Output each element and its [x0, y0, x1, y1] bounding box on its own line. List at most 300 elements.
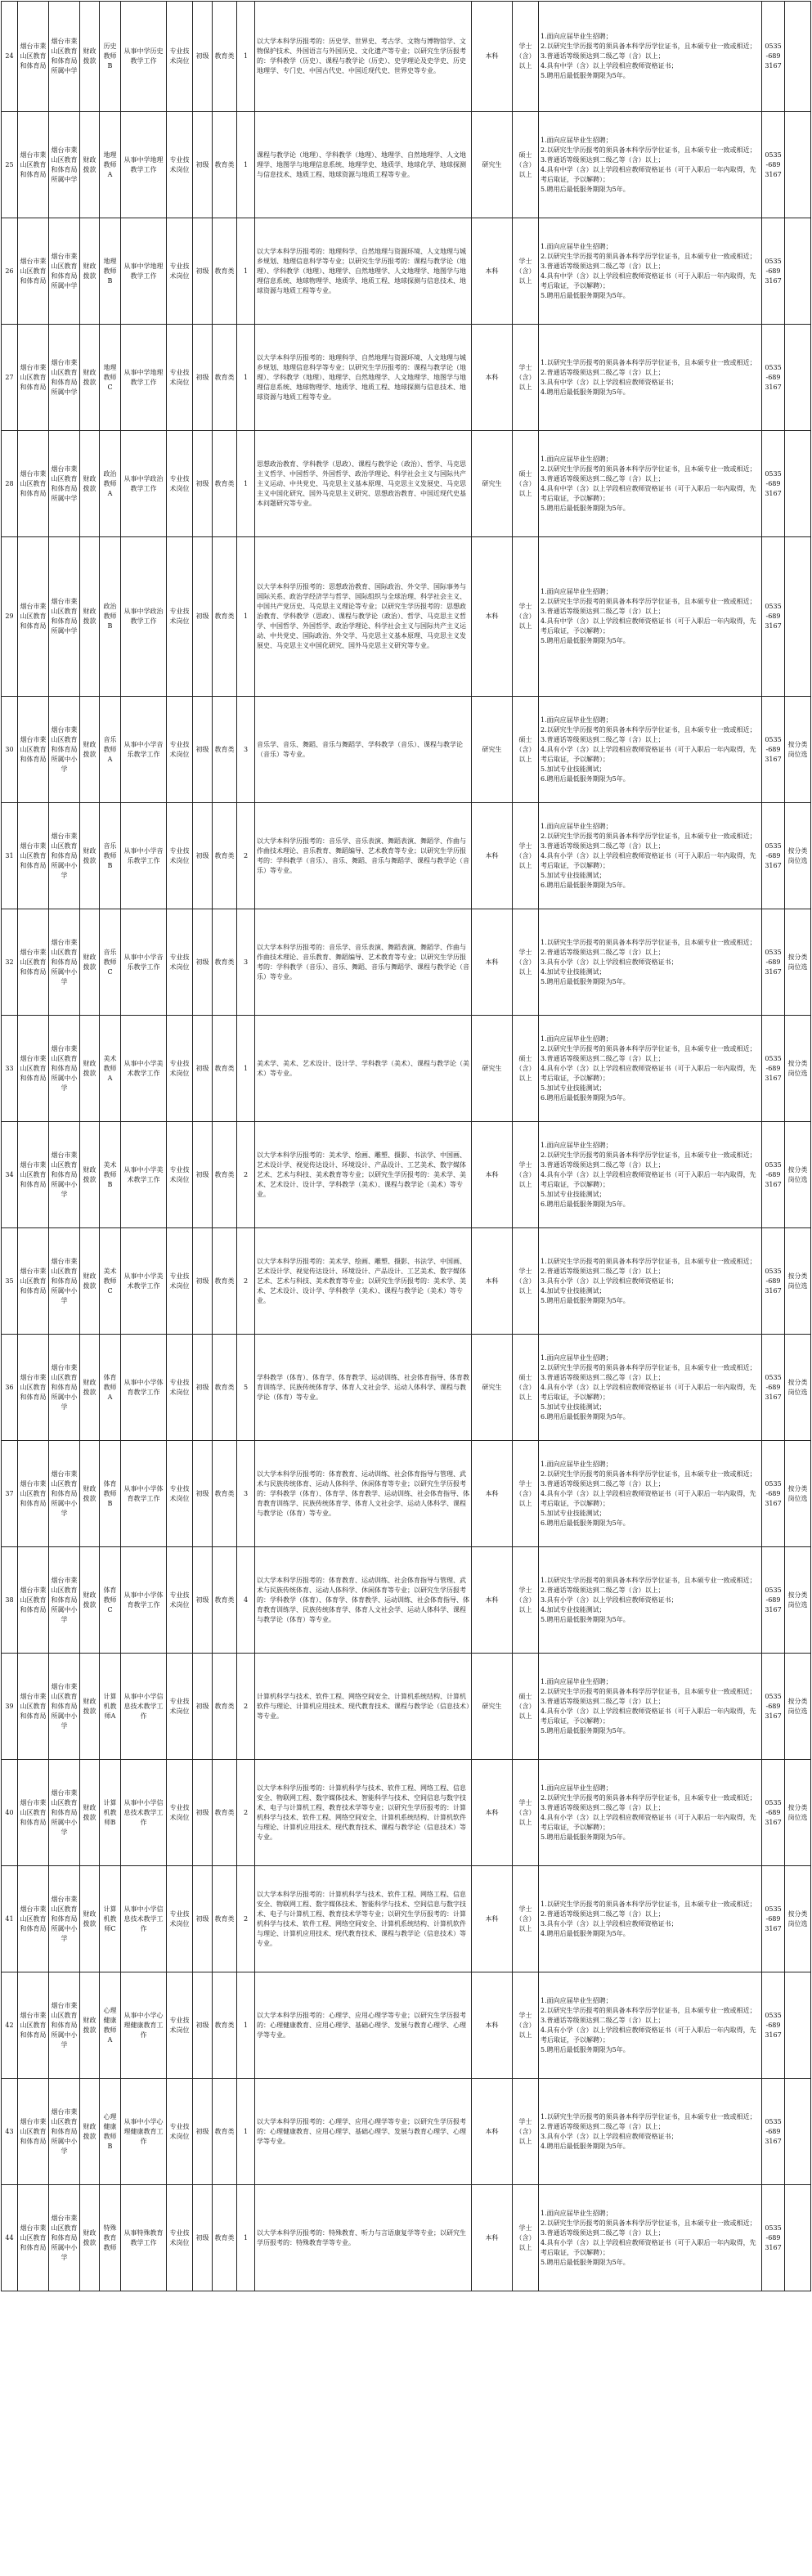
- funding-type: 财政拨款: [80, 1760, 100, 1866]
- funding-type: 财政拨款: [80, 325, 100, 431]
- position-duty: 从事中小学心理健康教育工作: [121, 1972, 167, 2079]
- hiring-unit: 烟台市莱山区教育和体育局: [18, 1016, 49, 1122]
- requirement-line: 1.面向应届毕业生招聘；: [541, 242, 612, 250]
- school-name: 烟台市莱山区教育和体育局所属中小学: [49, 1122, 80, 1228]
- hiring-count: 1: [237, 431, 255, 537]
- funding-type: 财政拨款: [80, 1335, 100, 1441]
- school-name: 烟台市莱山区教育和体育局所属中小学: [49, 697, 80, 803]
- recruitment-table: [1, 1, 811, 2291]
- requirement-line: 3.具有小学（含）以上学段相应教师资格证书；: [541, 1595, 678, 1604]
- contact-phone: 0535-6893167: [762, 218, 785, 325]
- position-category: 专业技术岗位: [167, 803, 193, 909]
- position-level: 初级: [193, 1972, 213, 2079]
- requirement-line: 3.普通话等级须达到二级乙等（含）以上；: [541, 1479, 665, 1488]
- exam-category: 教育类: [213, 1335, 237, 1441]
- row-number: 26: [2, 218, 18, 325]
- requirement-line: 2.以研究生学历报考的须具备本科学历学位证书，且本硕专业一致或相近；: [541, 146, 756, 154]
- requirement-line: 5.加试专业技能测试；: [541, 1509, 606, 1517]
- requirement-line: 2.以研究生学历报考的须具备本科学历学位证书，且本硕专业一致或相近；: [541, 2006, 756, 2014]
- remark: 按分类岗位选: [785, 1866, 811, 1972]
- other-requirements: [539, 1016, 762, 1122]
- hiring-count: 1: [237, 325, 255, 431]
- remark: 按分类岗位选: [785, 1547, 811, 1654]
- other-requirements: [539, 697, 762, 803]
- position-level: 初级: [193, 909, 213, 1016]
- table-row: [2, 1016, 811, 1122]
- position-category: 专业技术岗位: [167, 1016, 193, 1122]
- hiring-unit: 烟台市莱山区教育和体育局: [18, 325, 49, 431]
- requirement-line: 2.以研究生学历报考的须具备本科学历学位证书，且本硕专业一致或相近；: [541, 1470, 756, 1478]
- hiring-count: 2: [237, 1654, 255, 1760]
- requirement-line: 4.具有小学（含）以上学段相应教师资格证书（可于入职后一年内取得，先考后取证，予以解聘）；: [541, 1170, 756, 1188]
- degree-requirement: 硕士（含）以上: [513, 1335, 539, 1441]
- hiring-unit: 烟台市莱山区教育和体育局: [18, 1654, 49, 1760]
- requirement-line: 3.普通话等级须达到二级乙等（含）以上；: [541, 262, 665, 270]
- funding-type: 财政拨款: [80, 1228, 100, 1335]
- funding-type: 财政拨款: [80, 2185, 100, 2291]
- requirement-line: 2.以研究生学历报考的须具备本科学历学位证书，且本硕专业一致或相近；: [541, 598, 756, 605]
- requirement-line: 3.普通话等级须达到二级乙等（含）以上；: [541, 1160, 665, 1169]
- degree-requirement: 硕士（含）以上: [513, 1016, 539, 1122]
- row-number: 24: [2, 2, 18, 112]
- row-number: 38: [2, 1547, 18, 1654]
- education-requirement: 本科: [472, 1760, 513, 1866]
- row-number: 40: [2, 1760, 18, 1866]
- position-name: 计算机教师B: [100, 1760, 121, 1866]
- requirement-line: 5.聘用后最低服务期限为5年。: [541, 1615, 630, 1623]
- requirement-line: 3.具有小学（含）以上学段相应教师资格证书；: [541, 958, 678, 966]
- row-number: 37: [2, 1441, 18, 1547]
- requirement-line: 4.具有中学（含）以上学段相应教师资格证书（可于入职后一年内取得，先考后取证，予以解聘）；: [541, 617, 756, 635]
- contact-phone: 0535-6893167: [762, 1866, 785, 1972]
- major-requirement: 以大学本科学历报考的：计算机科学与技术、软件工程、网络工程、信息安全、物联网工程、数字媒体技术、智能科学与技术、空间信息与数字技术、电子与计算机工程、教育技术学等专业；以研究生学历报考的：计算机科学与技术、软件工程、网络空间安全、计算机系统结构、计算机软件与理论、计算机应用技术、现代教育技术、课程与教学论（信息技术）等专业。: [255, 1866, 472, 1972]
- funding-type: 财政拨款: [80, 1122, 100, 1228]
- position-name: 计算机教师C: [100, 1866, 121, 1972]
- position-category: 专业技术岗位: [167, 2079, 193, 2185]
- position-name: 政治教师A: [100, 431, 121, 537]
- remark: 按分类岗位选: [785, 1016, 811, 1122]
- degree-requirement: 学士（含）以上: [513, 1760, 539, 1866]
- position-name: 音乐教师C: [100, 909, 121, 1016]
- requirement-line: 3.普通话等级须达到二级乙等（含）以上；: [541, 1803, 665, 1811]
- school-name: 烟台市莱山区教育和体育局所属中学: [49, 537, 80, 697]
- requirement-line: 6.聘用后最低服务期限为5年。: [541, 1519, 630, 1527]
- row-number: 34: [2, 1122, 18, 1228]
- remark: [785, 2185, 811, 2291]
- hiring-unit: 烟台市莱山区教育和体育局: [18, 1122, 49, 1228]
- degree-requirement: 学士（含）以上: [513, 1547, 539, 1654]
- position-level: 初级: [193, 112, 213, 218]
- school-name: 烟台市莱山区教育和体育局所属中小学: [49, 1972, 80, 2079]
- education-requirement: 本科: [472, 1122, 513, 1228]
- funding-type: 财政拨款: [80, 1654, 100, 1760]
- education-requirement: 本科: [472, 2185, 513, 2291]
- other-requirements: [539, 1122, 762, 1228]
- exam-category: 教育类: [213, 537, 237, 697]
- requirement-line: 4.聘用后最低服务期限为5年。: [541, 1929, 630, 1937]
- school-name: 烟台市莱山区教育和体育局所属中小学: [49, 1866, 80, 1972]
- requirement-line: 1.面向应届毕业生招聘；: [541, 588, 612, 595]
- education-requirement: 本科: [472, 1866, 513, 1972]
- position-duty: 从事中学地理教学工作: [121, 112, 167, 218]
- table-row: [2, 1122, 811, 1228]
- hiring-count: 1: [237, 2185, 255, 2291]
- exam-category: 教育类: [213, 1441, 237, 1547]
- remark: [785, 1972, 811, 2079]
- position-name: 历史教师B: [100, 2, 121, 112]
- contact-phone: 0535-6893167: [762, 537, 785, 697]
- requirement-line: 6.聘用后最低服务期限为5年。: [541, 1200, 630, 1208]
- requirement-line: 1.面向应届毕业生招聘；: [541, 1677, 612, 1685]
- funding-type: 财政拨款: [80, 909, 100, 1016]
- requirement-line: 5.加试专业技能测试；: [541, 871, 606, 879]
- table-row: [2, 431, 811, 537]
- degree-requirement: 学士（含）以上: [513, 537, 539, 697]
- funding-type: 财政拨款: [80, 1441, 100, 1547]
- degree-requirement: 学士（含）以上: [513, 218, 539, 325]
- funding-type: 财政拨款: [80, 1866, 100, 1972]
- row-number: 30: [2, 697, 18, 803]
- requirement-line: 2.以研究生学历报考的须具备本科学历学位证书，且本硕专业一致或相近；: [541, 252, 756, 260]
- position-name: 计算机教师A: [100, 1654, 121, 1760]
- requirement-line: 4.加试专业技能测试；: [541, 1286, 606, 1295]
- requirement-line: 2.普通话等级须达到二级乙等（含）以上；: [541, 1910, 665, 1918]
- position-duty: 从事中小学信息技术教学工作: [121, 1866, 167, 1972]
- major-requirement: 以大学本科学历报考的：地理科学、自然地理与资源环境、人文地理与城乡规划、地理信息科学等专业；以研究生学历报考的：课程与教学论（地理）、学科教学（地理）、地理学、自然地理学、人文地理学、地图学与地理信息系统、地球物理学、地质学、地质工程、地球探测与信息技术、地球资源与地质工程等专业。: [255, 218, 472, 325]
- exam-category: 教育类: [213, 2185, 237, 2291]
- degree-requirement: 学士（含）以上: [513, 2079, 539, 2185]
- degree-requirement: 学士（含）以上: [513, 803, 539, 909]
- requirement-line: 5.聘用后最低服务期限为5年。: [541, 2045, 630, 2053]
- hiring-count: 1: [237, 537, 255, 697]
- position-level: 初级: [193, 2, 213, 112]
- funding-type: 财政拨款: [80, 2, 100, 112]
- exam-category: 教育类: [213, 218, 237, 325]
- table-row: [2, 909, 811, 1016]
- hiring-count: 1: [237, 112, 255, 218]
- exam-category: 教育类: [213, 1016, 237, 1122]
- other-requirements: [539, 1760, 762, 1866]
- position-duty: 从事中小学音乐教学工作: [121, 803, 167, 909]
- position-category: 专业技术岗位: [167, 325, 193, 431]
- requirement-line: 4.加试专业技能测试；: [541, 1605, 606, 1613]
- education-requirement: 研究生: [472, 1016, 513, 1122]
- school-name: 烟台市莱山区教育和体育局所属中学: [49, 431, 80, 537]
- hiring-count: 2: [237, 803, 255, 909]
- school-name: 烟台市莱山区教育和体育局所属中小学: [49, 909, 80, 1016]
- degree-requirement: 学士（含）以上: [513, 2185, 539, 2291]
- exam-category: 教育类: [213, 1547, 237, 1654]
- education-requirement: 本科: [472, 325, 513, 431]
- contact-phone: 0535-6893167: [762, 1335, 785, 1441]
- position-level: 初级: [193, 1866, 213, 1972]
- major-requirement: 以大学本科学历报考的：特殊教育、听力与言语康复学等专业；以研究生学历报考的：特殊教育学等专业。: [255, 2185, 472, 2291]
- major-requirement: 以大学本科学历报考的：历史学、世界史、考古学、文物与博物馆学、文物保护技术、外国语言与外国历史、文化遗产等专业；以研究生学历报考的：学科教学（历史）、课程与教学论（历史）、史学理论及史学史、历史地理学、专门史、中国古代史、中国近现代史、世界史等专业。: [255, 2, 472, 112]
- major-requirement: 以大学本科学历报考的：美术学、绘画、雕塑、摄影、书法学、中国画、艺术设计学、视觉传达设计、环境设计、产品设计、工艺美术、数字媒体艺术、艺术与科技、美术教育等专业；以研究生学历报考的：美术学、美术、艺术设计、设计学、学科教学（美术）、课程与教学论（美术）等专业。: [255, 1228, 472, 1335]
- requirement-line: 1.以研究生学历报考的须具备本科学历学位证书，且本硕专业一致或相近；: [541, 938, 756, 946]
- position-level: 初级: [193, 1654, 213, 1760]
- hiring-count: 1: [237, 2, 255, 112]
- requirement-line: 4.具有中学（含）以上学段相应教师资格证书（可于入职后一年内取得，先考后取证，予以解聘）；: [541, 165, 756, 183]
- education-requirement: 研究生: [472, 1654, 513, 1760]
- table-row: [2, 803, 811, 909]
- requirement-line: 5.聘用后最低服务期限为5年。: [541, 637, 630, 644]
- requirement-line: 5.加试专业技能测试；: [541, 1084, 606, 1092]
- hiring-count: 2: [237, 1760, 255, 1866]
- requirement-line: 1.面向应届毕业生招聘；: [541, 1784, 612, 1792]
- position-name: 音乐教师B: [100, 803, 121, 909]
- position-duty: 从事中小学信息技术教学工作: [121, 1654, 167, 1760]
- position-duty: 从事中学政治教学工作: [121, 431, 167, 537]
- contact-phone: 0535-6893167: [762, 1441, 785, 1547]
- position-name: 体育教师C: [100, 1547, 121, 1654]
- position-name: 美术教师C: [100, 1228, 121, 1335]
- degree-requirement: 硕士（含）以上: [513, 112, 539, 218]
- position-category: 专业技术岗位: [167, 1547, 193, 1654]
- requirement-line: 4.具有小学（含）以上学段相应教师资格证书（可于入职后一年内取得，先考后取证，予以解聘）；: [541, 1064, 756, 1082]
- major-requirement: 以大学本科学历报考的：体育教育、运动训练、社会体育指导与管理、武术与民族传统体育、运动人体科学、休闲体育等专业；以研究生学历报考的：学科教学（体育）、体育学、体育教学、运动训练、社会体育指导、体育教育训练学、民族传统体育学、体育人文社会学、运动人体科学、课程与教学论（体育）等专业。: [255, 1547, 472, 1654]
- remark: 按分类岗位选: [785, 1335, 811, 1441]
- exam-category: 教育类: [213, 431, 237, 537]
- position-duty: 从事中小学心理健康教育工作: [121, 2079, 167, 2185]
- requirement-line: 6.聘用后最低服务期限为5年。: [541, 774, 630, 783]
- position-duty: 从事中小学美术教学工作: [121, 1122, 167, 1228]
- requirement-line: 2.以研究生学历报考的须具备本科学历学位证书，且本硕专业一致或相近；: [541, 464, 756, 473]
- position-duty: 从事中小学信息技术教学工作: [121, 1760, 167, 1866]
- requirement-line: 6.聘用后最低服务期限为5年。: [541, 881, 630, 889]
- exam-category: 教育类: [213, 909, 237, 1016]
- table-row: [2, 1547, 811, 1654]
- requirement-line: 2.以研究生学历报考的须具备本科学历学位证书，且本硕专业一致或相近；: [541, 1151, 756, 1159]
- exam-category: 教育类: [213, 1866, 237, 1972]
- table-row: [2, 325, 811, 431]
- row-number: 42: [2, 1972, 18, 2079]
- requirement-line: 5.聘用后最低服务期限为5年。: [541, 1833, 630, 1841]
- position-duty: 从事特殊教育教学工作: [121, 2185, 167, 2291]
- table-row: [2, 1441, 811, 1547]
- hiring-count: 1: [237, 1016, 255, 1122]
- requirement-line: 4.具有小学（含）以上学段相应教师资格证书（可于入职后一年内取得，先考后取证，予以解聘）；: [541, 1383, 756, 1401]
- position-name: 音乐教师A: [100, 697, 121, 803]
- major-requirement: 以大学本科学历报考的：心理学、应用心理学等专业；以研究生学历报考的：心理健康教育、应用心理学、基础心理学、发展与教育心理学、心理学等专业。: [255, 1972, 472, 2079]
- position-name: 地理教师A: [100, 112, 121, 218]
- hiring-unit: 烟台市莱山区教育和体育局: [18, 2079, 49, 2185]
- hiring-unit: 烟台市莱山区教育和体育局: [18, 112, 49, 218]
- major-requirement: 以大学本科学历报考的：美术学、绘画、雕塑、摄影、书法学、中国画、艺术设计学、视觉传达设计、环境设计、产品设计、工艺美术、数字媒体艺术、艺术与科技、美术教育等专业；以研究生学历报考的：美术学、美术、艺术设计、设计学、学科教学（美术）、课程与教学论（美术）等专业。: [255, 1122, 472, 1228]
- remark: 按分类岗位选: [785, 1441, 811, 1547]
- row-number: 32: [2, 909, 18, 1016]
- funding-type: 财政拨款: [80, 803, 100, 909]
- degree-requirement: 硕士（含）以上: [513, 431, 539, 537]
- school-name: 烟台市莱山区教育和体育局所属中小学: [49, 803, 80, 909]
- position-name: 地理教师C: [100, 325, 121, 431]
- education-requirement: 研究生: [472, 1335, 513, 1441]
- requirement-line: 4.聘用后最低服务期限为5年。: [541, 388, 630, 396]
- position-name: 政治教师B: [100, 537, 121, 697]
- contact-phone: 0535-6893167: [762, 2185, 785, 2291]
- position-name: 美术教师A: [100, 1016, 121, 1122]
- requirement-line: 4.具有中学（含）以上学段相应教师资格证书（可于入职后一年内取得，先考后取证，予以解聘）；: [541, 484, 756, 502]
- requirement-line: 2.普通话等级须达到二级乙等（含）以上；: [541, 2122, 665, 2130]
- position-level: 初级: [193, 1335, 213, 1441]
- position-category: 专业技术岗位: [167, 431, 193, 537]
- requirement-line: 3.普通话等级须达到二级乙等（含）以上；: [541, 1054, 665, 1062]
- position-category: 专业技术岗位: [167, 537, 193, 697]
- position-level: 初级: [193, 1016, 213, 1122]
- requirement-line: 3.普通话等级须达到二级乙等（含）以上；: [541, 735, 665, 743]
- table-row: [2, 697, 811, 803]
- other-requirements: [539, 803, 762, 909]
- hiring-unit: 烟台市莱山区教育和体育局: [18, 537, 49, 697]
- remark: 按分类岗位选: [785, 1228, 811, 1335]
- remark: 按分类岗位选: [785, 803, 811, 909]
- requirement-line: 1.面向应届毕业生招聘；: [541, 1034, 612, 1043]
- table-row: [2, 2079, 811, 2185]
- major-requirement: 以大学本科学历报考的：音乐学、音乐表演、舞蹈表演、舞蹈学、作曲与作曲技术理论、音乐教育、舞蹈编导、艺术教育等专业；以研究生学历报考的：学科教学（音乐）、音乐、舞蹈、音乐与舞蹈学、课程与教学论（音乐）等专业。: [255, 803, 472, 909]
- other-requirements: [539, 325, 762, 431]
- school-name: 烟台市莱山区教育和体育局所属中学: [49, 2, 80, 112]
- requirement-line: 2.以研究生学历报考的须具备本科学历学位证书，且本硕专业一致或相近；: [541, 2219, 756, 2227]
- contact-phone: 0535-6893167: [762, 909, 785, 1016]
- degree-requirement: 学士（含）以上: [513, 1228, 539, 1335]
- table-row: [2, 112, 811, 218]
- position-category: 专业技术岗位: [167, 1654, 193, 1760]
- position-category: 专业技术岗位: [167, 112, 193, 218]
- hiring-unit: 烟台市莱山区教育和体育局: [18, 1547, 49, 1654]
- table-row: [2, 537, 811, 697]
- requirement-line: 5.聘用后最低服务期限为5年。: [541, 977, 630, 985]
- position-category: 专业技术岗位: [167, 909, 193, 1016]
- position-category: 专业技术岗位: [167, 2185, 193, 2291]
- row-number: 36: [2, 1335, 18, 1441]
- major-requirement: 以大学本科学历报考的：心理学、应用心理学等专业；以研究生学历报考的：心理健康教育、应用心理学、基础心理学、发展与教育心理学、心理学等专业。: [255, 2079, 472, 2185]
- remark: 按分类岗位选: [785, 1654, 811, 1760]
- other-requirements: [539, 1228, 762, 1335]
- position-category: 专业技术岗位: [167, 1335, 193, 1441]
- position-name: 体育教师A: [100, 1335, 121, 1441]
- major-requirement: 以大学本科学历报考的：思想政治教育、国际政治、外交学、国际事务与国际关系、政治学经济学与哲学、国际组织与全球治理、科学社会主义、中国共产党历史、马克思主义理论等专业；以研究生学历报考的：思想政治教育、学科教学（思政）、课程与教学论（政治）、哲学、马克思主义哲学、中国哲学、外国哲学、政治学理论、科学社会主义与国际共产主义运动、中共党史、国际政治、外交学、马克思主义基本原理、马克思主义发展史、马克思主义中国化研究、国外马克思主义研究等专业。: [255, 537, 472, 697]
- requirement-line: 4.具有小学（含）以上学段相应教师资格证书（可于入职后一年内取得，先考后取证，予以解聘）；: [541, 1813, 756, 1831]
- table-row: [2, 1972, 811, 2079]
- exam-category: 教育类: [213, 803, 237, 909]
- requirement-line: 5.聘用后最低服务期限为5年。: [541, 2258, 630, 2266]
- requirement-line: 5.聘用后最低服务期限为5年。: [541, 72, 630, 79]
- requirement-line: 1.面向应届毕业生招聘；: [541, 1141, 612, 1149]
- requirement-line: 1.以研究生学历报考的须具备本科学历学位证书，且本硕专业一致或相近；: [541, 1576, 756, 1584]
- position-duty: 从事中小学体育教学工作: [121, 1441, 167, 1547]
- row-number: 28: [2, 431, 18, 537]
- major-requirement: 学科教学（体育）、体育学、体育教学、运动训练、社会体育指导、体育教育训练学、民族传统体育学、体育人文社会学、运动人体科学、课程与教学论（体育）等专业。: [255, 1335, 472, 1441]
- position-level: 初级: [193, 697, 213, 803]
- exam-category: 教育类: [213, 2079, 237, 2185]
- requirement-line: 1.面向应届毕业生招聘；: [541, 136, 612, 144]
- remark: [785, 537, 811, 697]
- row-number: 27: [2, 325, 18, 431]
- degree-requirement: 学士（含）以上: [513, 1441, 539, 1547]
- hiring-unit: 烟台市莱山区教育和体育局: [18, 697, 49, 803]
- requirement-line: 4.具有小学（含）以上学段相应教师资格证书（可于入职后一年内取得，先考后取证，予以解聘）；: [541, 1707, 756, 1725]
- position-duty: 从事中学地理教学工作: [121, 325, 167, 431]
- requirement-line: 3.普通话等级须达到二级乙等（含）以上；: [541, 1373, 665, 1381]
- requirement-line: 1.面向应届毕业生招聘；: [541, 1996, 612, 2004]
- position-category: 专业技术岗位: [167, 697, 193, 803]
- school-name: 烟台市莱山区教育和体育局所属中学: [49, 112, 80, 218]
- funding-type: 财政拨款: [80, 112, 100, 218]
- table-body: [2, 2, 811, 2291]
- position-level: 初级: [193, 1760, 213, 1866]
- position-level: 初级: [193, 2079, 213, 2185]
- hiring-count: 1: [237, 1972, 255, 2079]
- requirement-line: 3.具有小学（含）以上学段相应教师资格证书；: [541, 1277, 678, 1285]
- row-number: 31: [2, 803, 18, 909]
- requirement-line: 5.加试专业技能测试；: [541, 765, 606, 773]
- remark: [785, 2079, 811, 2185]
- school-name: 烟台市莱山区教育和体育局所属中小学: [49, 2079, 80, 2185]
- position-category: 专业技术岗位: [167, 1866, 193, 1972]
- position-duty: 从事中小学体育教学工作: [121, 1335, 167, 1441]
- row-number: 33: [2, 1016, 18, 1122]
- exam-category: 教育类: [213, 1228, 237, 1335]
- remark: [785, 112, 811, 218]
- education-requirement: 研究生: [472, 112, 513, 218]
- remark: 按分类岗位选: [785, 909, 811, 1016]
- education-requirement: 本科: [472, 803, 513, 909]
- position-name: 美术教师B: [100, 1122, 121, 1228]
- position-name: 心理健康教师A: [100, 1972, 121, 2079]
- table-row: [2, 1760, 811, 1866]
- requirement-line: 3.普通话等级须达到二级乙等（含）以上；: [541, 1697, 665, 1705]
- requirement-line: 3.具有中学（含）以上学段相应教师资格证书；: [541, 378, 678, 386]
- contact-phone: 0535-6893167: [762, 1760, 785, 1866]
- hiring-count: 2: [237, 1228, 255, 1335]
- requirement-line: 2.普通话等级须达到二级乙等（含）以上；: [541, 1586, 665, 1594]
- school-name: 烟台市莱山区教育和体育局所属中小学: [49, 1335, 80, 1441]
- school-name: 烟台市莱山区教育和体育局所属中小学: [49, 1016, 80, 1122]
- requirement-line: 5.加试专业技能测试；: [541, 1190, 606, 1198]
- remark: 按分类岗位选: [785, 1122, 811, 1228]
- requirement-line: 3.普通话等级须达到二级乙等（含）以上；: [541, 155, 665, 164]
- exam-category: 教育类: [213, 1122, 237, 1228]
- requirement-line: 4.具有小学（含）以上学段相应教师资格证书（可于入职后一年内取得，先考后取证，予以解聘）；: [541, 2238, 756, 2256]
- contact-phone: 0535-6893167: [762, 803, 785, 909]
- requirement-line: 1.面向应届毕业生招聘；: [541, 2209, 612, 2217]
- hiring-unit: 烟台市莱山区教育和体育局: [18, 218, 49, 325]
- other-requirements: [539, 2185, 762, 2291]
- contact-phone: 0535-6893167: [762, 1547, 785, 1654]
- position-category: 专业技术岗位: [167, 1228, 193, 1335]
- requirement-line: 5.加试专业技能测试；: [541, 1402, 606, 1411]
- school-name: 烟台市莱山区教育和体育局所属中学: [49, 325, 80, 431]
- requirement-line: 2.以研究生学历报考的须具备本科学历学位证书，且本硕专业一致或相近；: [541, 1044, 756, 1052]
- position-category: 专业技术岗位: [167, 1972, 193, 2079]
- major-requirement: 以大学本科学历报考的：地理科学、自然地理与资源环境、人文地理与城乡规划、地理信息科学等专业；以研究生学历报考的：课程与教学论（地理）、学科教学（地理）、地理学、自然地理学、人文地理学、地图学与地理信息系统、地球物理学、地质学、地质工程、地球探测与信息技术、地球资源与地质工程等专业。: [255, 325, 472, 431]
- position-level: 初级: [193, 537, 213, 697]
- other-requirements: [539, 218, 762, 325]
- position-name: 体育教师B: [100, 1441, 121, 1547]
- remark: [785, 218, 811, 325]
- contact-phone: 0535-6893167: [762, 325, 785, 431]
- remark: [785, 325, 811, 431]
- hiring-unit: 烟台市莱山区教育和体育局: [18, 2185, 49, 2291]
- requirement-line: 5.聘用后最低服务期限为5年。: [541, 185, 630, 193]
- school-name: 烟台市莱山区教育和体育局所属中小学: [49, 1547, 80, 1654]
- row-number: 43: [2, 2079, 18, 2185]
- degree-requirement: 学士（含）以上: [513, 1122, 539, 1228]
- position-name: 地理教师B: [100, 218, 121, 325]
- remark: 按分类岗位选: [785, 1760, 811, 1866]
- requirement-line: 4.具有小学（含）以上学段相应教师资格证书（可于入职后一年内取得，先考后取证，予以解聘）；: [541, 851, 756, 869]
- requirement-line: 4.具有小学（含）以上学段相应教师资格证书（可于入职后一年内取得，先考后取证，予以解聘）；: [541, 745, 756, 763]
